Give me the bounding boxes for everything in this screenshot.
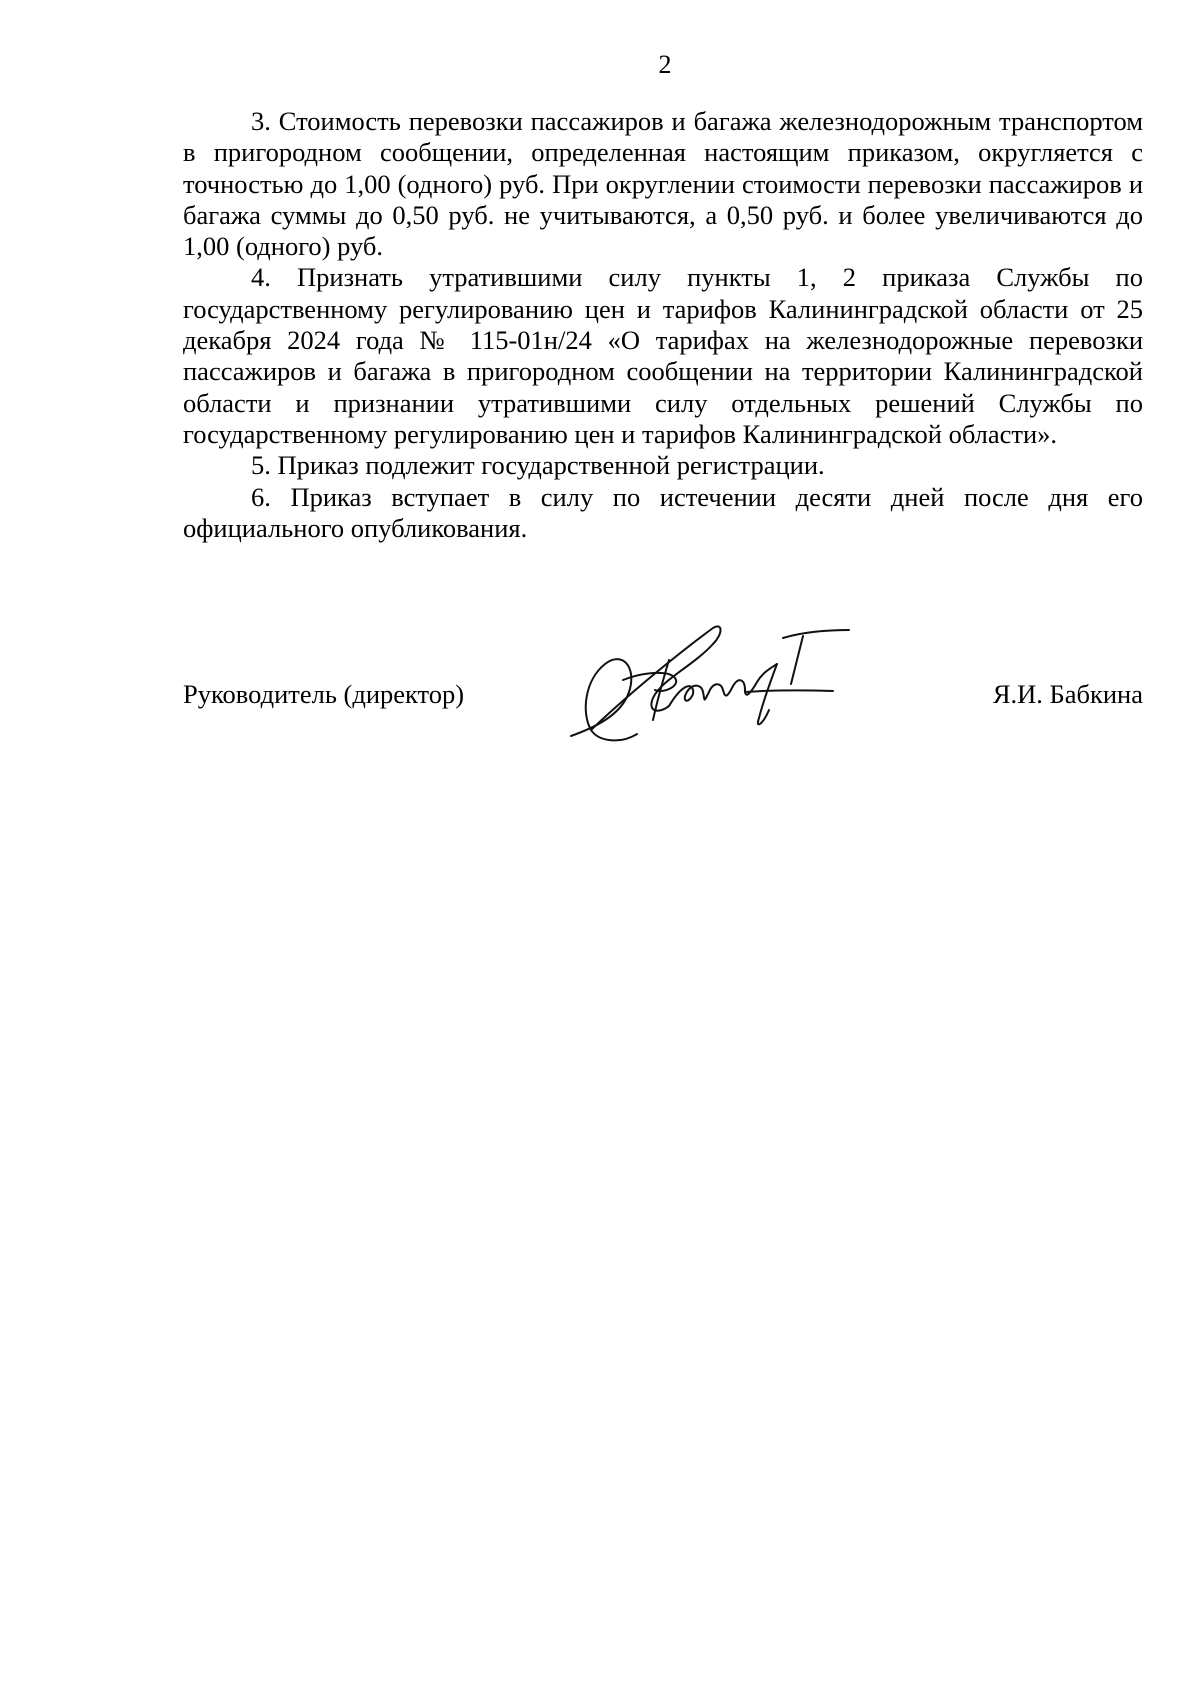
signatory-name: Я.И. Бабкина [992,679,1143,709]
signature-loop-stroke [571,659,637,740]
signature-letters-stroke [669,664,777,706]
signature-bracket-stroke [783,630,849,684]
signature-descender-stroke [758,664,777,724]
paragraph-6: 6. Приказ вступает в силу по истечении десяти дней после дня его официального опубликования. [183,481,1143,543]
signature-stem-stroke [623,660,676,720]
paragraph-4: 4. Признать утратившими силу пункты 1, 2 приказа Службы по государственному регулированию цен и тарифов Калининградской области от 25 декабря 2024 года № 115-01н/24 «О тарифах на железнодорожные перевозки пассажиров и багажа в пригородном сообщении на территории Калининградской области и признании утратившими силу отдельных решений Службы по государственному регулированию цен и тарифов Калининградской области». [183,262,1143,449]
signatory-position: Руководитель (директор) [183,679,465,709]
handwritten-signature [563,620,883,760]
paragraph-5: 5. Приказ подлежит государственной регистрации. [251,450,825,481]
signature-block [183,620,1143,760]
page-number: 2 [658,50,672,79]
signature-flourish-stroke [591,626,721,730]
document-body [183,106,1143,544]
signature-tail-stroke [745,690,833,692]
paragraph-3: 3. Стоимость перевозки пассажиров и багажа железнодорожным транспортом в пригородном сообщении, определенная настоящим приказом, округляется с точностью до 1,00 (одного) руб. При округлении стоимости перевозки пассажиров и багажа суммы до 0,50 руб. не учитываются, а 0,50 руб. и более увеличиваются до 1,00 (одного) руб. [183,106,1143,262]
